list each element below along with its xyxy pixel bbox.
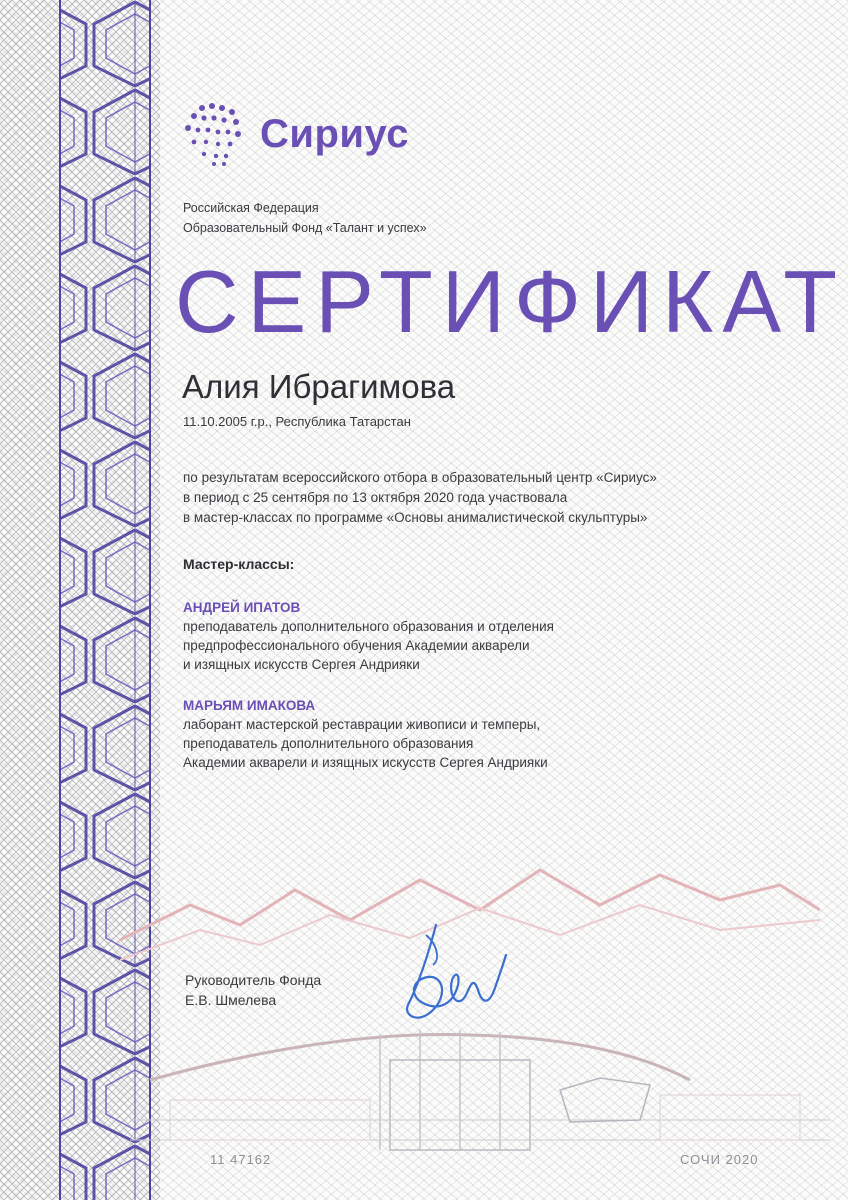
teacher-desc-line: Академии акварели и изящных искусств Сергея Андрияки: [183, 755, 548, 770]
teacher-desc-line: преподаватель дополнительного образования и отделения: [183, 619, 554, 634]
teacher-desc-line: преподаватель дополнительного образования: [183, 736, 474, 751]
teacher-entry: [183, 696, 548, 772]
intro-line-2: в период с 25 сентября по 13 октября 2020 года участвовала: [183, 490, 568, 505]
teacher-desc-line: предпрофессионального обучения Академии акварели: [183, 638, 530, 653]
foundation-line: Образовательный Фонд «Талант и успех»: [183, 221, 427, 235]
intro-line-3: в мастер-классах по программе «Основы анималистической скульптуры»: [183, 510, 648, 525]
signatory-name: Е.В. Шмелева: [185, 992, 277, 1008]
master-classes-heading: Мастер-классы:: [183, 556, 295, 572]
participation-text: [183, 468, 657, 528]
teacher-desc-line: и изящных искусств Сергея Андрияки: [183, 657, 420, 672]
country-line: Российская Федерация: [183, 201, 319, 215]
sirius-logo: [180, 100, 409, 168]
brand-name: Сириус: [260, 111, 409, 156]
handwritten-signature: [378, 915, 528, 1045]
intro-line-1: по результатам всероссийского отбора в образовательный центр «Сириус»: [183, 470, 657, 485]
teacher-name: АНДРЕЙ ИПАТОВ: [183, 600, 301, 615]
recipient-birth: 11.10.2005 г.р., Республика Татарстан: [183, 414, 411, 429]
teacher-entry: [183, 598, 554, 674]
teacher-name: МАРЬЯМ ИМАКОВА: [183, 698, 316, 713]
issuer-block: [183, 198, 427, 238]
signatory-role: Руководитель Фонда: [185, 972, 322, 988]
certificate-title: СЕРТИФИКАТ: [175, 252, 846, 351]
serial-number: 11 47162: [210, 1152, 272, 1167]
sirius-dots-icon: [180, 100, 248, 168]
signatory-block: [185, 970, 321, 1010]
teacher-desc-line: лаборант мастерской реставрации живописи и темперы,: [183, 717, 541, 732]
recipient-name: Алия Ибрагимова: [182, 368, 456, 405]
city-year-stamp: СОЧИ 2020: [680, 1152, 759, 1167]
